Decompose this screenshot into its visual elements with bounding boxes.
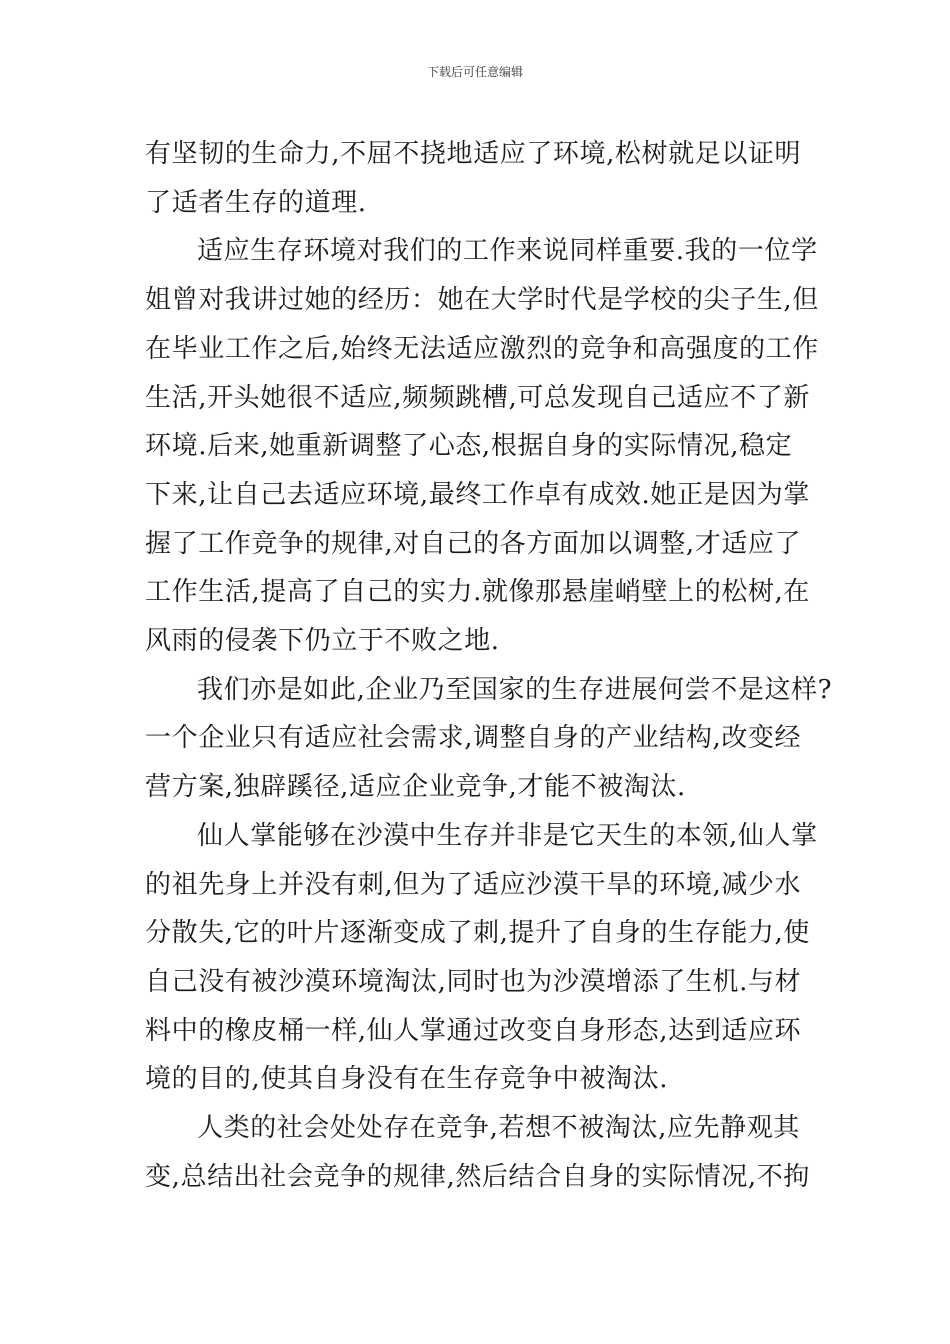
text-line: 营方案,独辟蹊径,适应企业竞争,才能不被淘汰. bbox=[145, 772, 686, 803]
paragraph-3 bbox=[145, 666, 833, 812]
text-line: 在毕业工作之后,始终无法适应激烈的竞争和高强度的工作 bbox=[145, 333, 819, 364]
text-line: 有坚韧的生命力,不屈不挠地适应了环境,松树就足以证明 bbox=[145, 139, 802, 169]
text-line: 环境.后来,她重新调整了心态,根据自身的实际情况,稳定 bbox=[145, 431, 793, 462]
page-header: 下载后可任意编辑 bbox=[426, 65, 523, 79]
text-line: 料中的橡皮桶一样,仙人掌通过改变自身形态,达到适应环 bbox=[145, 1015, 802, 1046]
text-line: 变,总结出社会竞争的规律,然后结合自身的实际情况,不拘 bbox=[145, 1161, 810, 1192]
text-line: 工作生活,提高了自己的实力.就像那悬崖峭壁上的松树,在 bbox=[145, 577, 810, 608]
paragraph-1 bbox=[145, 130, 810, 227]
text-line: 了适者生存的道理. bbox=[145, 187, 367, 218]
text-line: 握了工作竞争的规律,对自己的各方面加以调整,才适应了 bbox=[145, 528, 802, 559]
text-line: 境的目的,使其自身没有在生存竞争中被淘汰. bbox=[145, 1064, 669, 1095]
text-line: 人类的社会处处存在竞争,若想不被淘汰,应先静观其 bbox=[197, 1113, 800, 1144]
text-line: 适应生存环境对我们的工作来说同样重要.我的一位学 bbox=[197, 236, 818, 267]
text-line: 生活,开头她很不适应,频频跳槽,可总发现自己适应不了新 bbox=[145, 382, 810, 413]
text-line: 一个企业只有适应社会需求,调整自身的产业结构,改变经 bbox=[145, 723, 802, 754]
paragraph-4 bbox=[145, 812, 818, 1104]
text-line: 姐曾对我讲过她的经历：她在大学时代是学校的尖子生,但 bbox=[145, 285, 819, 316]
text-line: 分散失,它的叶片逐渐变成了刺,提升了自身的生存能力,使 bbox=[145, 918, 810, 949]
paragraph-2 bbox=[145, 227, 819, 665]
text-line: 的祖先身上并没有刺,但为了适应沙漠干旱的环境,减少水 bbox=[145, 869, 802, 900]
paragraph-5 bbox=[145, 1104, 810, 1201]
text-line: 自己没有被沙漠环境淘汰,同时也为沙漠增添了生机.与材 bbox=[145, 966, 802, 997]
document-body bbox=[145, 130, 833, 1201]
text-line: 我们亦是如此,企业乃至国家的生存进展何尝不是这样? bbox=[197, 674, 833, 705]
text-line: 风雨的侵袭下仍立于不败之地. bbox=[145, 626, 500, 657]
text-line: 下来,让自己去适应环境,最终工作卓有成效.她正是因为掌 bbox=[145, 479, 810, 510]
text-line: 仙人掌能够在沙漠中生存并非是它天生的本领,仙人掌 bbox=[197, 820, 818, 851]
